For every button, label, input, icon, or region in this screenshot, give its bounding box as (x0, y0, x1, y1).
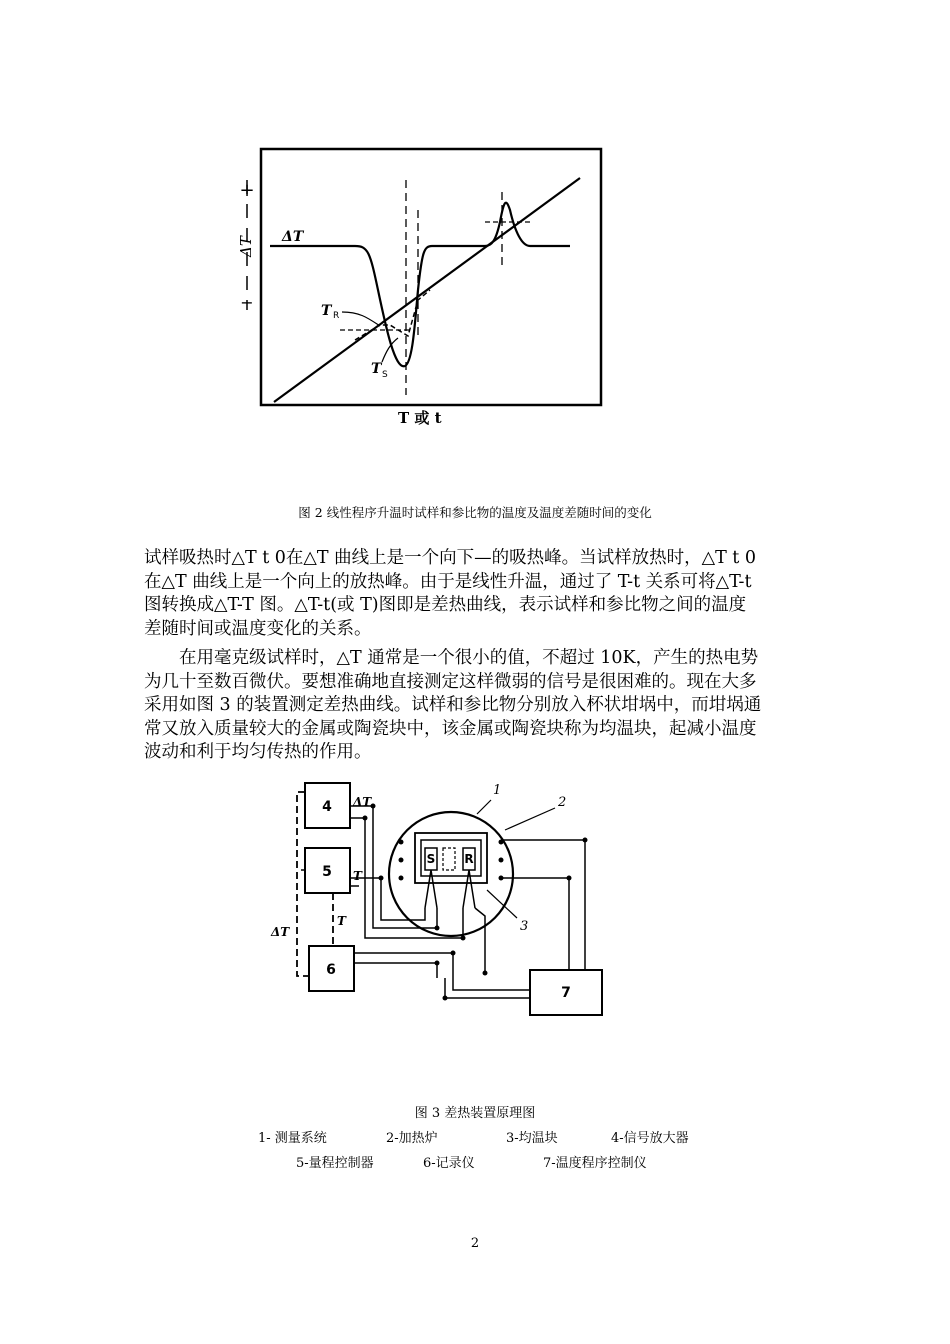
paragraph-2-line-3: 采用如图 3 的装置测定差热曲线。试样和参比物分别放入杯状坩埚中，而坩埚通 (144, 695, 762, 715)
callout-2: 2 (558, 795, 567, 810)
delta-t-curve (270, 203, 570, 367)
legend-item-6: 6-记录仪 (423, 1156, 475, 1171)
callout-3: 3 (520, 919, 529, 934)
paragraph-1 (144, 547, 808, 641)
wire-label-t-between: T (337, 914, 346, 928)
plot-frame (261, 149, 601, 405)
legend-item-7: 7-温度程序控制仪 (543, 1156, 647, 1171)
paragraph-2-line-5: 波动和利于均匀传热的作用。 (144, 742, 372, 762)
axis-side-label: ΔT (237, 236, 255, 257)
tr-label: T (321, 303, 332, 319)
figure-2-dta-curve (230, 140, 610, 440)
paragraph-1-line-2: 在△T 曲线上是一个向上的放热峰。由于是线性升温，通过了 T-t 关系可将△T-t (144, 571, 752, 592)
cup-r-label: R (464, 852, 474, 866)
wire-label-delta-t-left: ΔT (271, 925, 290, 939)
ts-label: T (371, 361, 382, 377)
legend-item-4: 4-信号放大器 (611, 1131, 689, 1146)
box-4-label: 4 (322, 799, 332, 815)
delta-t-curve-label: ΔT (282, 229, 304, 245)
cup-s-label: S (426, 852, 436, 866)
paragraph-2-line-4: 常又放入质量较大的金属或陶瓷块中，该金属或陶瓷块称为均温块，起减小温度 (144, 718, 757, 739)
figure-3-caption: 图 3 差热装置原理图 (414, 1106, 536, 1121)
legend-item-3: 3-均温块 (506, 1131, 558, 1146)
paragraph-2-line-2: 为几十至数百微伏。要想准确地直接测定这样微弱的信号是很困难的。现在大多 (144, 671, 757, 692)
ts-subscript: S (382, 370, 388, 380)
legend-item-5: 5-量程控制器 (296, 1156, 374, 1171)
legend-item-2: 2-加热炉 (386, 1131, 438, 1146)
paragraph-1-line-4: 差随时间或温度变化的关系。 (144, 618, 372, 639)
figure-3-dta-apparatus (265, 778, 615, 1018)
figure-2-caption: 图 2 线性程序升温时试样和参比物的温度及温度差随时间的变化 (298, 505, 652, 520)
wire-label-t-right: T (353, 869, 362, 883)
plus-sign: + (239, 180, 255, 201)
measuring-system-circle (389, 812, 513, 936)
paragraph-2-line-1: 在用毫克级试样时，△T 通常是一个很小的值，不超过 10K，产生的热电势 (179, 648, 759, 668)
wire-label-delta-t-top: ΔT (353, 795, 372, 809)
box-7-label: 7 (561, 985, 571, 1001)
temperature-ramp-line (274, 178, 580, 402)
paragraph-1-line-3: 图转换成△T-T 图。△T-t(或 T)图即是差热曲线，表示试样和参比物之间的温度 (144, 595, 747, 615)
legend-item-1: 1- 测量系统 (258, 1131, 327, 1146)
minus-sign: − (240, 293, 254, 312)
paragraph-1-line-1: 试样吸热时△T t 0在△T 曲线上是一个向下—的吸热峰。当试样放热时，△T t 0 (144, 548, 757, 568)
box-5-label: 5 (322, 864, 332, 880)
box-6-label: 6 (326, 962, 336, 978)
paragraph-2 (144, 647, 808, 765)
tr-subscript: R (333, 311, 340, 321)
x-axis-label: T 或 t (398, 409, 442, 427)
callout-1: 1 (493, 783, 502, 798)
page-number: 2 (470, 1236, 480, 1251)
